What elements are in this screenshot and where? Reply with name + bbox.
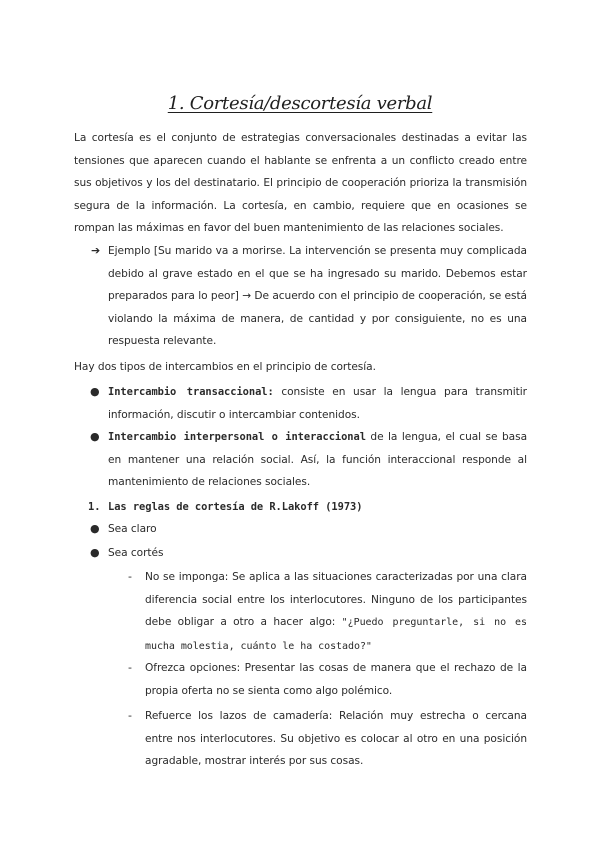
dash-bullet-icon: - <box>128 570 132 583</box>
bullet-icon: ● <box>90 522 100 535</box>
list-item-transaccional <box>108 381 527 426</box>
rules-number: 1. <box>88 501 101 513</box>
example-paragraph: Ejemplo [Su marido va a morirse. La intervención se presenta muy complicada debido al grave estado en el que se ha ingresado su marido. Debemos estar preparados para lo peor] → De acuerdo con el principio de cooperación, se está violando la máxima de manera, de cantidad y por consiguiente, no es una respuesta relevante. <box>108 245 527 348</box>
intro-paragraph: La cortesía es el conjunto de estrategias conversacionales destinadas a evitar las tensiones que aparecen cuando el hablante se enfrenta a un conflicto creado entre sus objetivos y los del destinatario. El principio de cooperación prioriza la transmisión segura de la información. La cortesía, en cambio, requiere que en ocasiones se rompan las máximas en favor del buen mantenimiento de las relaciones sociales. <box>74 132 527 235</box>
dash-bullet-icon: - <box>128 709 132 722</box>
exchange-types-intro: Hay dos tipos de intercambios en el principio de cortesía. <box>74 361 376 373</box>
arrow-bullet-icon: ➔ <box>91 244 101 257</box>
subrule-quote: "¿Puedo preguntarle, si no es mucha molestia, cuánto le ha costado?" <box>145 617 527 652</box>
rules-heading: Las reglas de cortesía de R.Lakoff (1973) <box>108 501 363 513</box>
subrule-text: No se imponga: Se aplica a las situaciones caracterizadas por una clara diferencia social entre los interlocutores. Ninguno de los participantes debe obligar a otro a hacer algo: <box>145 571 527 629</box>
term-definition: de la lengua, el cual se basa en mantener una relación social. Así, la función interaccional responde al mantenimiento de relaciones sociales. <box>108 431 528 489</box>
term-label: Intercambio transaccional: <box>108 386 274 398</box>
list-item-sea-claro: Sea claro <box>108 523 157 535</box>
term-definition: consiste en usar la lengua para transmitir información, discutir o intercambiar contenidos. <box>108 386 527 421</box>
bullet-icon: ● <box>90 385 100 398</box>
list-item-sea-cortes: Sea cortés <box>108 547 164 559</box>
subrule-refuerce-lazos: Refuerce los lazos de camadería: Relación muy estrecha o cercana entre nos interlocutores. Su objetivo es colocar al otro en una posición agradable, mostrar interés por sus cosas. <box>145 710 527 768</box>
section-title: 1. Cortesía/descortesía verbal <box>167 93 433 114</box>
subrule-no-se-imponga <box>145 566 527 658</box>
term-label: Intercambio interpersonal o interaccional <box>108 431 366 443</box>
list-item-interpersonal <box>108 426 527 494</box>
bullet-icon: ● <box>90 546 100 559</box>
dash-bullet-icon: - <box>128 661 132 674</box>
bullet-icon: ● <box>90 430 100 443</box>
subrule-ofrezca-opciones: Ofrezca opciones: Presentar las cosas de manera que el rechazo de la propia oferta no se sienta como algo polémico. <box>145 662 527 697</box>
